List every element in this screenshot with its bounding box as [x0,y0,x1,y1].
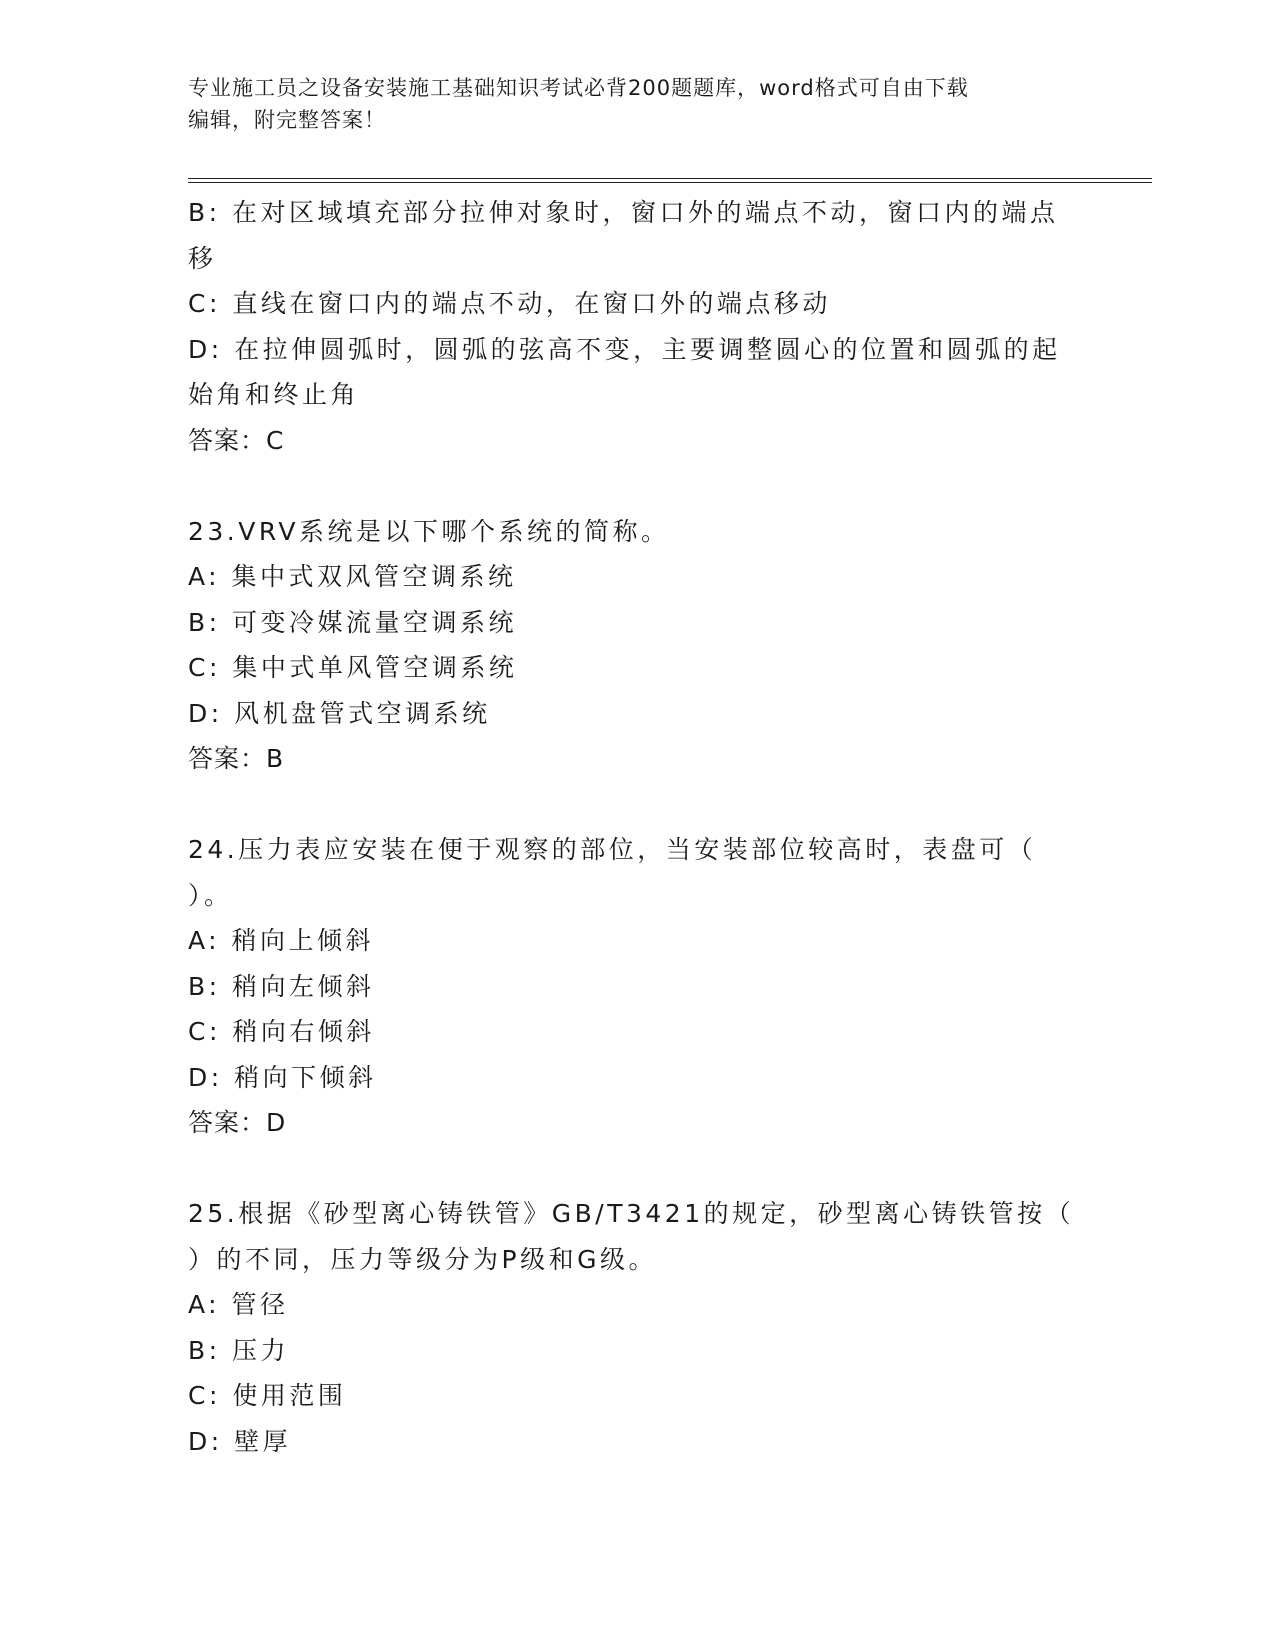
header-divider-bottom [188,182,1152,183]
q22-answer: 答案：C [188,425,285,455]
q24-option-d: D: 稍向下倾斜 [188,1062,377,1092]
q23-option-b: B: 可变冷媒流量空调系统 [188,607,518,637]
q22-option-b-line-2: 移 [188,243,217,273]
document-header [188,72,1068,136]
question-content [188,190,1088,1464]
header-line-1: 专业施工员之设备安装施工基础知识考试必背200题题库，word格式可自由下载 [188,76,969,100]
q23-option-d: D: 风机盘管式空调系统 [188,698,491,728]
q24-answer: 答案：D [188,1108,287,1137]
q25-option-d: D: 壁厚 [188,1426,292,1456]
header-divider-top [188,178,1152,179]
header-line-2: 编辑，附完整答案！ [188,108,386,132]
spacer [188,463,1088,509]
q24-question-line-1: 24.压力表应安装在便于观察的部位，当安装部位较高时，表盘可（ [188,835,1037,864]
q23-option-a: A: 集中式双风管空调系统 [188,562,517,591]
spacer [188,1146,1088,1192]
q23-option-c: C: 集中式单风管空调系统 [188,653,518,682]
spacer [188,782,1088,828]
q25-option-c: C: 使用范围 [188,1381,347,1410]
q25-question-line-1: 25.根据《砂型离心铸铁管》GB/T3421的规定，砂型离心铸铁管按（ [188,1199,1075,1228]
q22-option-c: C: 直线在窗口内的端点不动，在窗口外的端点移动 [188,289,831,318]
q25-question-line-2: ）的不同，压力等级分为P级和G级。 [188,1244,657,1274]
q22-option-b-line-1: B: 在对区域填充部分拉伸对象时，窗口外的端点不动，窗口内的端点 [188,198,1059,227]
q24-question-line-2: ）。 [188,880,233,910]
q24-option-a: A: 稍向上倾斜 [188,926,375,955]
q24-option-b: B: 稍向左倾斜 [188,971,375,1001]
q22-option-d-line-1: D: 在拉伸圆弧时，圆弧的弦高不变，主要调整圆心的位置和圆弧的起 [188,334,1061,364]
q23-question: 23.VRV系统是以下哪个系统的简称。 [188,516,670,546]
q23-answer: 答案：B [188,744,285,773]
q24-option-c: C: 稍向右倾斜 [188,1017,375,1046]
q25-option-b: B: 压力 [188,1335,290,1365]
q25-option-a: A: 管径 [188,1290,289,1319]
q22-option-d-line-2: 始角和终止角 [188,380,360,409]
